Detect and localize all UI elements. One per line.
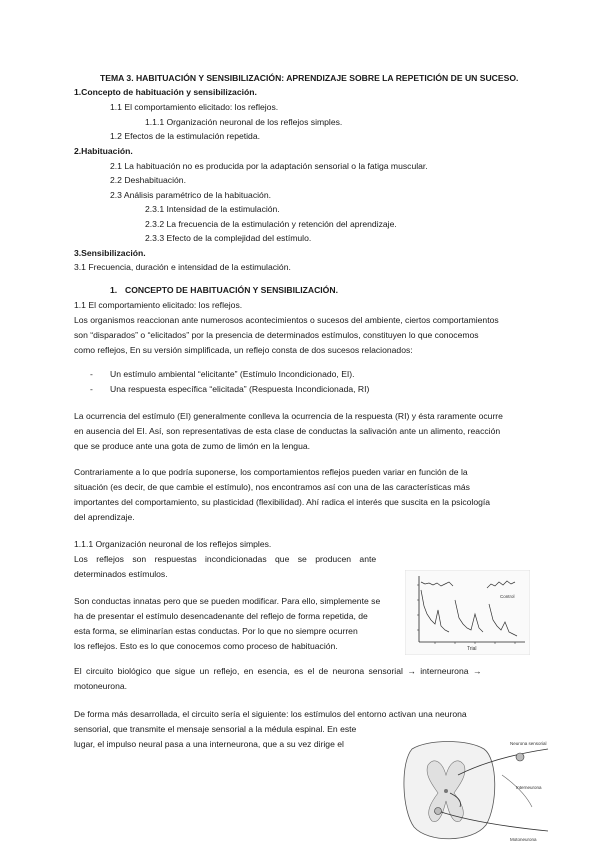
habituation-graph: [405, 570, 530, 655]
paragraph-line: De forma más desarrollada, el circuito sería el siguiente: los estímulos del entorno activan una neurona: [74, 709, 467, 719]
spinal-cord-diagram: [398, 735, 570, 848]
paragraph-line: lugar, el impulso neural pasa a una interneurona, que a su vez dirige el: [74, 739, 344, 749]
diagram-label-interneuron: Interneurona: [516, 785, 542, 790]
x-axis-label: Trial: [467, 646, 477, 652]
section-heading: CONCEPTO DE HABITUACIÓN Y SENSIBILIZACIÓN.: [125, 285, 338, 295]
paragraph-line: Los reflejos son respuestas incondicionadas que se producen ante: [74, 554, 377, 564]
paragraph-line: como reflejos, En su versión simplificada, un reflejo consta de dos sucesos relacionados:: [74, 345, 413, 355]
paragraph-line: en ausencia del EI. Así, son representativas de esta clase de conductas la salivación ante un alimento, reacción: [74, 426, 501, 436]
paragraph-line: los reflejos. Esto es lo que conocemos como proceso de habituación.: [74, 641, 338, 651]
paragraph-line: Los organismos reaccionan ante numerosos acontecimientos o sucesos del ambiente, ciertos comportamientos: [74, 315, 499, 325]
toc-item-2-3-3: 2.3.3 Efecto de la complejidad del estímulo.: [145, 233, 312, 243]
bullet-marker: -: [90, 369, 93, 379]
bullet-item: Un estímulo ambiental “elicitante” (Estímulo Incondicionado, EI).: [110, 369, 355, 379]
toc-item-2-2: 2.2 Deshabituación.: [110, 175, 186, 185]
paragraph-line: son “disparados” o “elicitados” por la presencia de determinados estímulos, constituyen lo que conocemos: [74, 330, 479, 340]
toc-item-2-3-2: 2.3.2 La frecuencia de la estimulación y retención del aprendizaje.: [145, 219, 397, 229]
subsection-heading: 1.1 El comportamiento elicitado: los reflejos.: [74, 300, 243, 310]
toc-item-2: 2.Habituación.: [74, 146, 133, 156]
toc-item-1-1-1: 1.1.1 Organización neuronal de los reflejos simples.: [145, 117, 343, 127]
diagram-label-sensory: Neurona sensorial: [510, 741, 547, 746]
paragraph-line: El circuito biológico que sigue un reflejo, en esencia, es el de neurona sensorial → interneurona →: [74, 666, 482, 676]
paragraph-line: situación (es decir, de que cambie el estímulo), nos encontramos así con una de las características más: [74, 482, 470, 492]
paragraph-line: ha de presentar el estímulo desencadenante del reflejo de forma repetida, de: [74, 611, 368, 621]
paragraph-line: motoneurona.: [74, 681, 128, 691]
toc-item-2-3: 2.3 Análisis paramétrico de la habituación.: [110, 190, 271, 200]
paragraph-line: sensorial, que transmite el mensaje sensorial a la médula espinal. En este: [74, 724, 357, 734]
paragraph-line: determinados estímulos.: [74, 569, 168, 579]
toc-item-2-1: 2.1 La habituación no es producida por la adaptación sensorial o la fatiga muscular.: [110, 161, 428, 171]
diagram-label-motor: Motoneurona: [510, 837, 537, 842]
subsection-heading-2: 1.1.1 Organización neuronal de los reflejos simples.: [74, 539, 272, 549]
paragraph-line: Contrariamente a lo que podría suponerse, los comportamientos reflejos pueden variar en función de la: [74, 467, 468, 477]
toc-item-1-2: 1.2 Efectos de la estimulación repetida.: [110, 131, 261, 141]
paragraph-line: que se produce ante una gota de zumo de limón en la lengua.: [74, 441, 311, 451]
toc-item-3: 3.Sensibilización.: [74, 248, 146, 258]
paragraph-line: del aprendizaje.: [74, 512, 135, 522]
section-number: 1.: [110, 285, 118, 295]
paragraph-line: Son conductas innatas pero que se pueden modificar. Para ello, simplemente se: [74, 596, 381, 606]
bullet-item: Una respuesta específica “elicitada” (Respuesta Incondicionada, RI): [110, 384, 370, 394]
toc-item-3-1: 3.1 Frecuencia, duración e intensidad de la estimulación.: [74, 262, 291, 272]
spinal-reflex-figure: [398, 735, 570, 848]
paragraph-line: importantes del comportamiento, su plasticidad (flexibilidad). Ahí radica el interés que suscita en la psicología: [74, 497, 491, 507]
paragraph-line: La ocurrencia del estímulo (EI) generalmente conlleva la ocurrencia de la respuesta (RI) y ésta raramente ocurre: [74, 411, 503, 421]
habituation-graph-figure: [405, 570, 530, 655]
toc-item-1: 1.Concepto de habituación y sensibilización.: [74, 87, 257, 97]
paragraph-line: esta forma, se eliminarían estas conductas. Por lo que no siempre ocurren: [74, 626, 358, 636]
series-label: Control: [500, 594, 515, 599]
document-title: TEMA 3. HABITUACIÓN Y SENSIBILIZACIÓN: APRENDIZAJE SOBRE LA REPETICIÓN DE UN SUCESO.: [100, 73, 519, 83]
toc-item-1-1: 1.1 El comportamiento elicitado: los reflejos.: [110, 102, 279, 112]
toc-item-2-3-1: 2.3.1 Intensidad de la estimulación.: [145, 204, 280, 214]
bullet-marker: -: [90, 384, 93, 394]
